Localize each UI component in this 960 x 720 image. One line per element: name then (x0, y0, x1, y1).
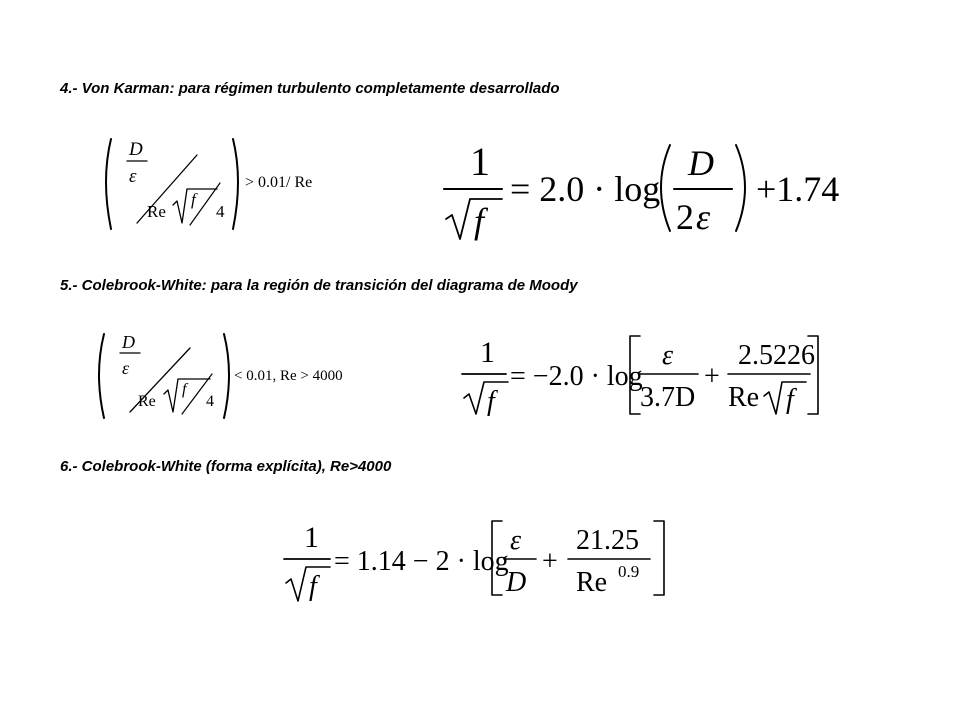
section-5-heading: 5.- Colebrook-White: para la región de transición del diagrama de Moody (60, 277, 578, 294)
colebrook-condition (90, 322, 390, 422)
equation-constant: +1.74 (756, 169, 840, 209)
condition-epsilon: ε (129, 166, 137, 187)
term2-exponent: 0.9 (618, 562, 640, 581)
equation-one: 1 (304, 521, 319, 554)
condition-numerator: D (122, 332, 135, 352)
colebrook-equation (460, 330, 840, 420)
section-6-heading: 6.- Colebrook-White (forma explícita), Re>4000 (60, 458, 392, 475)
equation-rhs-prefix: = 1.14 − 2 · log (334, 546, 509, 577)
equation-f: f (487, 386, 495, 417)
term2-re: Re (576, 567, 608, 598)
term2-numerator: 2.5226 (738, 340, 815, 371)
von-karman-condition (95, 125, 355, 235)
inner-coefficient: 2 (676, 197, 694, 237)
condition-four: 4 (206, 393, 214, 410)
section-4-heading: 4.- Von Karman: para régimen turbulento completamente desarrollado (60, 80, 560, 97)
condition-f: f (191, 190, 196, 209)
von-karman-equation (440, 135, 860, 245)
condition-relation: > 0.01/ Re (245, 174, 313, 191)
explicit-colebrook-equation (280, 515, 680, 605)
inner-epsilon: ε (696, 197, 711, 237)
term2-numerator: 21.25 (576, 525, 639, 556)
condition-f: f (182, 381, 187, 398)
equation-one: 1 (480, 336, 495, 369)
condition-relation: < 0.01, Re > 4000 (234, 368, 343, 384)
inner-numerator: D (688, 143, 714, 183)
term2-re: Re (728, 382, 760, 413)
condition-numerator: D (129, 139, 143, 160)
condition-epsilon: ε (122, 358, 130, 378)
term1-numerator: ε (510, 525, 522, 556)
equation-one: 1 (470, 139, 490, 184)
equation-f: f (309, 571, 317, 602)
plus-sign: + (704, 361, 720, 392)
equation-rhs-prefix: = −2.0 · log (510, 361, 643, 392)
term1-denominator: D (506, 567, 527, 598)
term1-numerator: ε (662, 340, 674, 371)
equation-f: f (474, 201, 485, 241)
term2-f: f (786, 384, 794, 415)
plus-sign: + (542, 546, 558, 577)
equation-rhs-prefix: = 2.0 · log (510, 169, 661, 209)
condition-re: Re (147, 202, 166, 221)
term1-denominator: 3.7D (640, 382, 696, 413)
condition-re: Re (138, 393, 156, 410)
condition-four: 4 (216, 202, 225, 221)
